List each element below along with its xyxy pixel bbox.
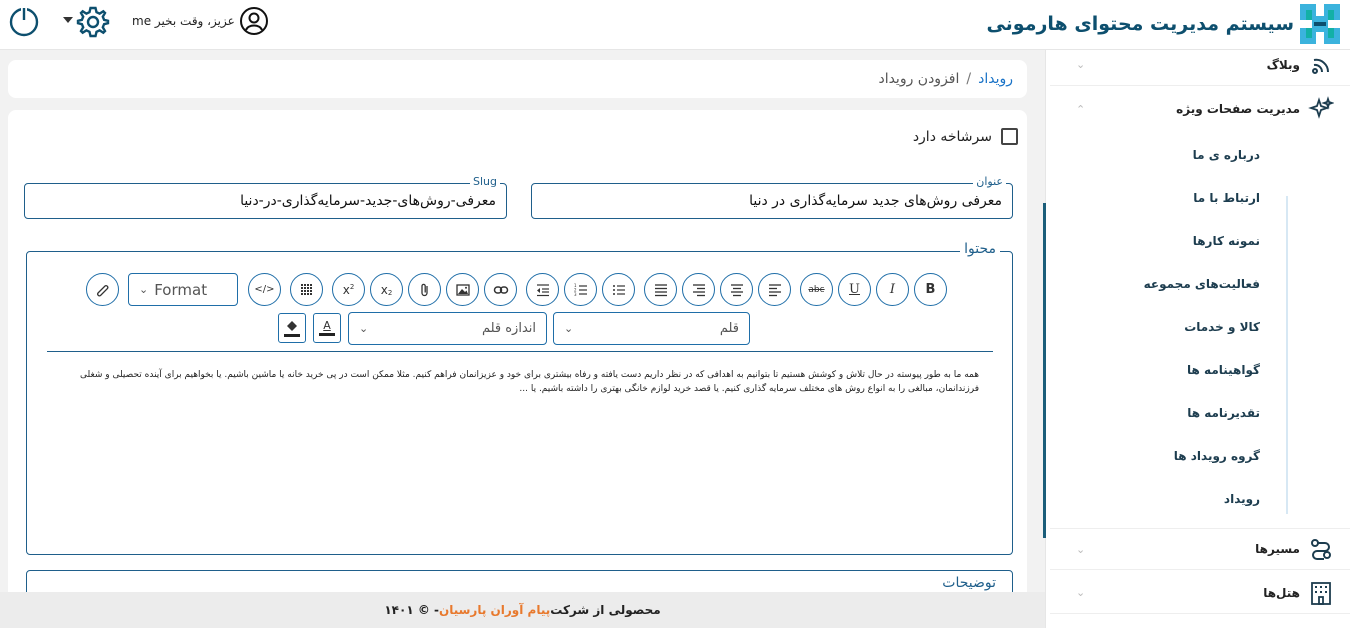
numbered-list-icon (573, 282, 589, 298)
route-icon (1308, 536, 1334, 562)
chevron-down-icon: ⌄ (1076, 58, 1086, 71)
table-button[interactable] (290, 273, 323, 306)
gear-icon[interactable] (76, 5, 110, 39)
background-color-button[interactable] (278, 313, 306, 343)
title-label: عنوان (973, 175, 1006, 189)
chevron-down-icon: ⌄ (1076, 586, 1086, 599)
breadcrumb-parent[interactable]: رویداد (978, 71, 1013, 87)
svg-text:1: 1 (573, 282, 577, 288)
toolbar-divider (47, 351, 993, 352)
clear-formatting-button[interactable] (86, 273, 119, 306)
has-parent-checkbox-row[interactable] (913, 128, 1018, 145)
form-card (8, 110, 1027, 600)
has-parent-checkbox[interactable] (1001, 128, 1018, 145)
slug-field[interactable] (24, 175, 507, 219)
bullet-list-icon (611, 282, 627, 298)
breadcrumb-separator: / (966, 71, 972, 87)
subscript-button[interactable]: x 2 (370, 273, 403, 306)
rss-icon (1308, 52, 1334, 78)
sidebar-item-label: هتل‌ها (1263, 585, 1300, 600)
top-bar (0, 0, 1350, 50)
sparkles-icon (1308, 96, 1334, 122)
sidebar-subitem-event-groups[interactable]: گروه رویداد ها (1173, 449, 1260, 463)
sidebar-subitem-about[interactable]: درباره ی ما (1192, 148, 1260, 162)
greeting-text: me عزیز، وقت بخیر (132, 14, 235, 28)
align-center-button[interactable] (720, 273, 753, 306)
font-family-select[interactable] (553, 312, 750, 345)
sidebar (1045, 50, 1350, 628)
chevron-down-icon[interactable] (63, 17, 73, 23)
image-button[interactable] (446, 273, 479, 306)
user-menu[interactable] (132, 6, 269, 36)
link-icon (493, 282, 509, 298)
sidebar-subitem-events[interactable]: رویداد (1223, 492, 1260, 506)
outdent-button[interactable] (526, 273, 559, 306)
chevron-up-icon: ⌃ (1076, 102, 1086, 116)
align-center-icon (729, 282, 745, 298)
chevron-down-icon: ⌄ (564, 322, 574, 335)
font-color-icon: A (323, 319, 331, 332)
sidebar-item-label: مدیریت صفحات ویژه (1176, 102, 1300, 116)
breadcrumb (8, 60, 1027, 98)
align-left-button[interactable] (758, 273, 791, 306)
slug-label: Slug (470, 175, 500, 189)
image-icon (455, 282, 471, 298)
eraser-icon (95, 282, 111, 298)
superscript-button[interactable]: x 2 (332, 273, 365, 306)
chevron-down-icon: ⌄ (1076, 542, 1086, 556)
description-label: توضیحات (938, 575, 1000, 591)
chevron-down-icon: ⌄ (139, 283, 149, 296)
font-family-label: قلم (719, 321, 739, 336)
paperclip-icon (417, 282, 433, 298)
sidebar-item-hotels[interactable] (1050, 572, 1350, 614)
align-justify-icon (653, 282, 669, 298)
font-size-select[interactable] (348, 312, 547, 345)
svg-text:2: 2 (573, 287, 577, 292)
background-color-swatch (284, 334, 300, 337)
sidebar-subitem-certificates[interactable]: گواهینامه ها (1187, 363, 1260, 377)
footer-prefix: محصولی از شرکت (550, 603, 661, 617)
numbered-list-button[interactable] (564, 273, 597, 306)
format-dropdown[interactable] (128, 273, 238, 306)
breadcrumb-current: افزودن رویداد (878, 71, 960, 87)
align-left-icon (767, 282, 783, 298)
paint-bucket-icon (285, 320, 299, 332)
sidebar-item-label: وبلاگ (1266, 57, 1300, 72)
content-text[interactable]: همه ما به طور پیوسته در حال تلاش و کوشش هستیم تا بتوانیم به اهدافی که در نظر داریم دست یافته و رفاه بیشتری برای خود و عزیزانمان فراهم کنیم. مثلا ممکن است در پی خرید خانه یا ماشین باشیم. یا بخواهیم برای آینده تحصیلی و شغلی فرزندانمان، مبالغی را به انواع روش های مختلف سرمایه گذاری کنیم. یا قصد خرید لوازم خانگی بهتری را داشته باشیم. یا ... (80, 370, 979, 394)
bold-button[interactable]: B (914, 273, 947, 306)
hotel-icon (1308, 580, 1334, 606)
sidebar-item-special-pages[interactable] (1050, 88, 1350, 130)
font-color-button[interactable] (313, 313, 341, 343)
chevron-down-icon: ⌄ (359, 322, 369, 335)
footer (0, 592, 1045, 628)
sidebar-subitem-contact[interactable]: ارتباط با ما (1193, 191, 1260, 205)
outdent-icon (535, 282, 551, 298)
has-parent-label: سرشاخه دارد (912, 128, 992, 145)
footer-company[interactable]: پیام آوران پارسیان (438, 603, 551, 617)
link-button[interactable] (484, 273, 517, 306)
power-icon[interactable] (8, 5, 40, 37)
italic-button[interactable]: I (876, 273, 909, 306)
sidebar-item-routes[interactable] (1050, 528, 1350, 570)
content-editor (26, 241, 1013, 555)
svg-text:3: 3 (573, 291, 577, 297)
sidebar-item-blog[interactable] (1050, 50, 1350, 86)
font-color-swatch (319, 333, 335, 336)
font-size-label: اندازه قلم (481, 321, 536, 336)
code-view-button[interactable]: </> (248, 273, 281, 306)
align-right-icon (691, 282, 707, 298)
align-right-button[interactable] (682, 273, 715, 306)
attachment-button[interactable] (408, 273, 441, 306)
strikethrough-button[interactable]: abc (800, 273, 833, 306)
user-circle-icon (239, 6, 269, 36)
sidebar-subitem-products[interactable]: کالا و خدمات (1184, 320, 1260, 334)
footer-suffix: - © ۱۴۰۱ (384, 603, 439, 617)
table-grid-icon (299, 282, 315, 298)
content-label: محتوا (960, 241, 1000, 257)
title-value: معرفی روش‌های جدید سرمایه‌گذاری در دنیا (749, 193, 1002, 209)
slug-value: معرفی-روش‌های-جدید-سرمایه‌گذاری-در-دنیا (240, 193, 496, 209)
underline-button[interactable]: U (838, 273, 871, 306)
sidebar-subitem-activities[interactable]: فعالیت‌های مجموعه (1143, 277, 1260, 291)
sidebar-item-label: مسیرها (1255, 542, 1300, 556)
logo-icon (1298, 2, 1342, 46)
format-label: Format (154, 280, 208, 299)
brand-title: سیستم مدیریت محتوای هارمونی (986, 13, 1294, 35)
bullet-list-button[interactable] (602, 273, 635, 306)
sidebar-subitem-appreciation[interactable]: تقدیرنامه ها (1187, 406, 1260, 420)
sidebar-subitem-portfolio[interactable]: نمونه کارها (1192, 234, 1260, 248)
title-field[interactable] (531, 175, 1013, 219)
sidebar-scroll-indicator[interactable] (1043, 203, 1046, 538)
brand[interactable] (986, 2, 1342, 46)
align-justify-button[interactable] (644, 273, 677, 306)
